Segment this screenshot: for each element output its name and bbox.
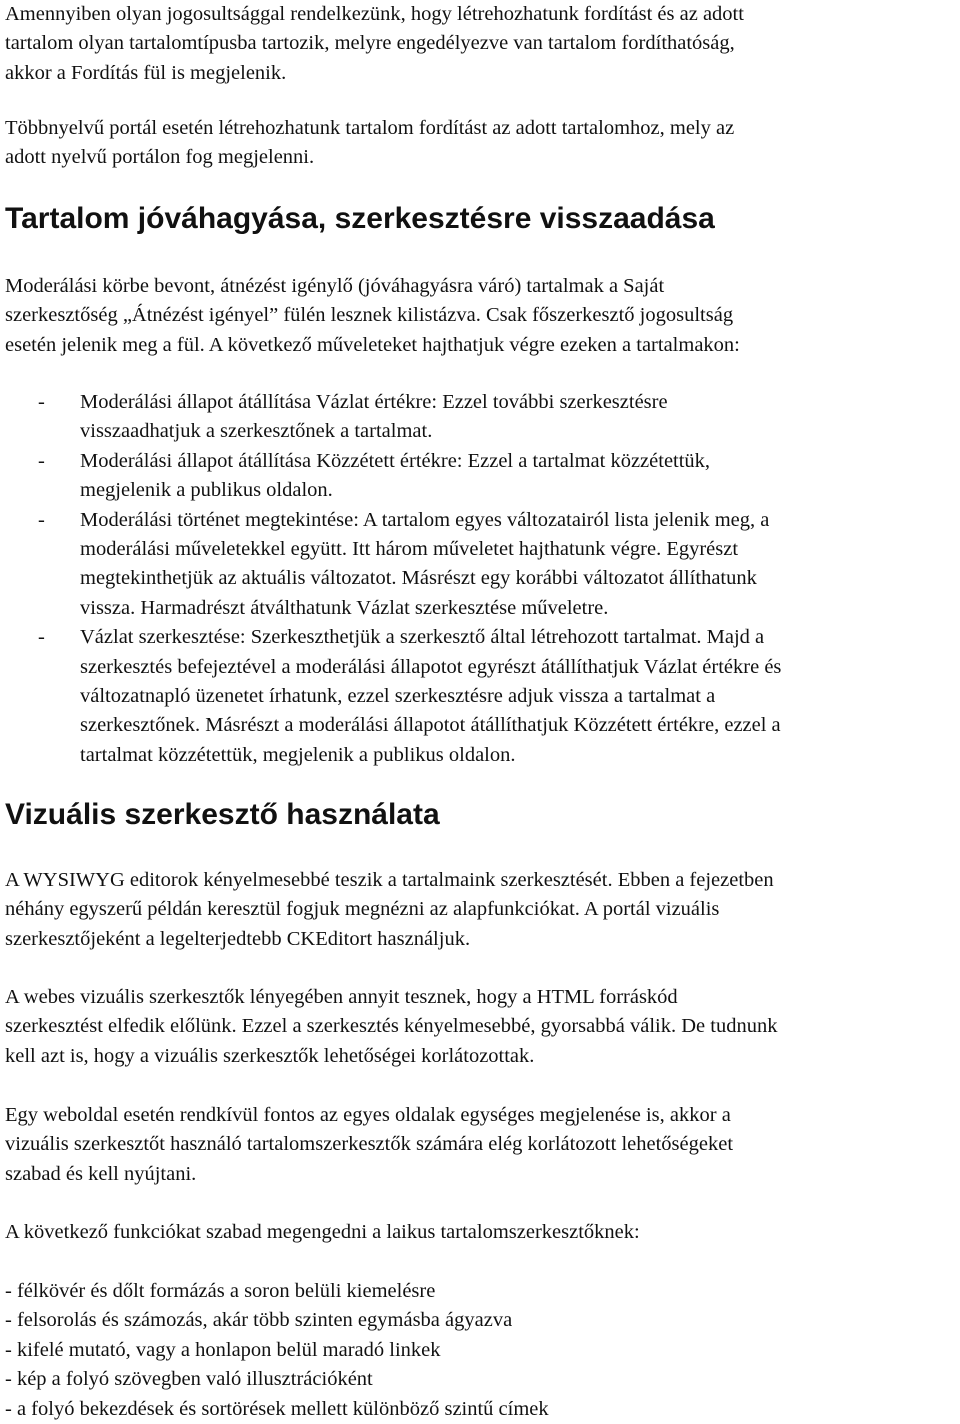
section-heading-visual-editor: Vizuális szerkesztő használata: [5, 798, 440, 831]
visual-editor-paragraph-4: [5, 1218, 640, 1247]
moderation-actions-list: [5, 388, 958, 770]
list-dash: -: [38, 626, 45, 649]
approval-paragraph: [5, 272, 740, 360]
text-line: szerkesztést elfedik előlünk. Ezzel a szerkesztés kényelmesebbé, gyorsabbá válik. De tudnunk: [5, 1015, 778, 1038]
text-line: moderálási műveletekkel együtt. Itt három műveletet hajthatunk végre. Egyrészt: [80, 538, 739, 561]
text-line: visszaadhatjuk a szerkesztőnek a tartalmat.: [80, 420, 433, 443]
list-dash: -: [38, 391, 45, 413]
text-line: megjelenik a publikus oldalon.: [80, 479, 333, 502]
text-line: Többnyelvű portál esetén létrehozhatunk tartalom fordítást az adott tartalomhoz, mely az: [5, 117, 735, 139]
text-line: Moderálási történet megtekintése: A tartalom egyes változatairól lista jelenik meg, a: [80, 508, 770, 531]
text-line: tartalom olyan tartalomtípusba tartozik, melyre engedélyezve van tartalom fordíthatóság,: [5, 32, 735, 55]
visual-editor-paragraph-2: [5, 983, 777, 1071]
text-line: esetén jelenik meg a fül. A következő műveleteket hajthatjuk végre ezeken a tartalmakon:: [5, 333, 740, 356]
intro-paragraph-2: [5, 114, 734, 173]
text-line: Moderálási állapot átállítása Közzétett értékre: Ezzel a tartalmat közzétettük,: [80, 449, 711, 472]
text-line: A WYSIWYG editorok kényelmesebbé teszik a tartalmaink szerkesztését. Ebben a fejezetben: [5, 869, 774, 891]
visual-editor-paragraph-3: [5, 1101, 733, 1189]
text-line: néhány egyszerű példán keresztül fogjuk megnézni az alapfunkciókat. A portál vizuális: [5, 898, 720, 921]
text-line: A következő funkciókat szabad megengedni a laikus tartalomszerkesztőknek:: [5, 1221, 640, 1243]
text-line: vizuális szerkesztőt használó tartalomszerkesztők számára elég korlátozott lehetőségeket: [5, 1133, 734, 1156]
list-item: - felsorolás és számozás, akár több szinten egymásba ágyazva: [5, 1309, 513, 1332]
text-line: szerkesztés befejeztével a moderálási állapotot egyrészt átállíthatjuk Vázlat értékre és: [80, 655, 782, 678]
section-heading-approval: Tartalom jóváhagyása, szerkesztésre visszaadása: [5, 202, 715, 235]
list-dash: -: [38, 449, 45, 472]
list-dash: -: [38, 508, 45, 531]
text-line: Amennyiben olyan jogosultsággal rendelkezünk, hogy létrehozhatunk fordítást és az adott: [5, 3, 744, 25]
list-item: - kép a folyó szövegben való illusztrációként: [5, 1368, 373, 1391]
text-line: szabad és kell nyújtani.: [5, 1162, 197, 1185]
text-line: szerkesztőjeként a legelterjedtebb CKEditort használjuk.: [5, 927, 471, 950]
list-item: - a folyó bekezdések és sortörések mellett különböző szintű címek: [5, 1397, 549, 1420]
text-line: Egy weboldal esetén rendkívül fontos az egyes oldalak egységes megjelenése is, akkor a: [5, 1104, 731, 1126]
text-line: vissza. Harmadrészt átválthatunk Vázlat szerkesztése műveletre.: [80, 596, 609, 619]
list-item: - félkövér és dőlt formázás a soron belüli kiemelésre: [5, 1280, 436, 1302]
text-line: Vázlat szerkesztése: Szerkeszthetjük a szerkesztő által létrehozott tartalmat. Majd a: [80, 626, 765, 649]
text-line: Moderálási körbe bevont, átnézést igénylő (jóváhagyásra váró) tartalmak a Saját: [5, 275, 665, 297]
list-item: [5, 506, 958, 624]
list-item: - kifelé mutató, vagy a honlapon belül maradó linkek: [5, 1338, 441, 1361]
allowed-features-list: [5, 1277, 549, 1424]
text-line: tartalmat közzétettük, megjelenik a publikus oldalon.: [80, 743, 516, 766]
text-line: A webes vizuális szerkesztők lényegében annyit tesznek, hogy a HTML forráskód: [5, 986, 678, 1008]
list-item: [5, 447, 958, 506]
text-line: kell azt is, hogy a vizuális szerkesztők lehetőségei korlátozottak.: [5, 1044, 535, 1067]
visual-editor-paragraph-1: [5, 866, 774, 954]
list-item: [5, 388, 958, 447]
text-line: adott nyelvű portálon fog megjelenni.: [5, 146, 315, 169]
text-line: megtekinthetjük az aktuális változatot. Másrészt egy korábbi változatot állíthatunk: [80, 567, 757, 590]
list-item: [5, 623, 958, 770]
text-line: változatnapló üzenetet írhatunk, ezzel szerkesztésre adjuk vissza a tartalmat a: [80, 685, 716, 708]
intro-paragraph-1: [5, 0, 744, 88]
text-line: szerkesztőnek. Másrészt a moderálási állapotot átállíthatjuk Közzétett értékre, ezzel a: [80, 714, 781, 737]
text-line: akkor a Fordítás fül is megjelenik.: [5, 61, 287, 84]
text-line: Moderálási állapot átállítása Vázlat értékre: Ezzel további szerkesztésre: [80, 391, 668, 413]
text-line: szerkesztőség „Átnézést igényel” fülén lesznek kilistázva. Csak főszerkesztő jogosultság: [5, 304, 734, 327]
